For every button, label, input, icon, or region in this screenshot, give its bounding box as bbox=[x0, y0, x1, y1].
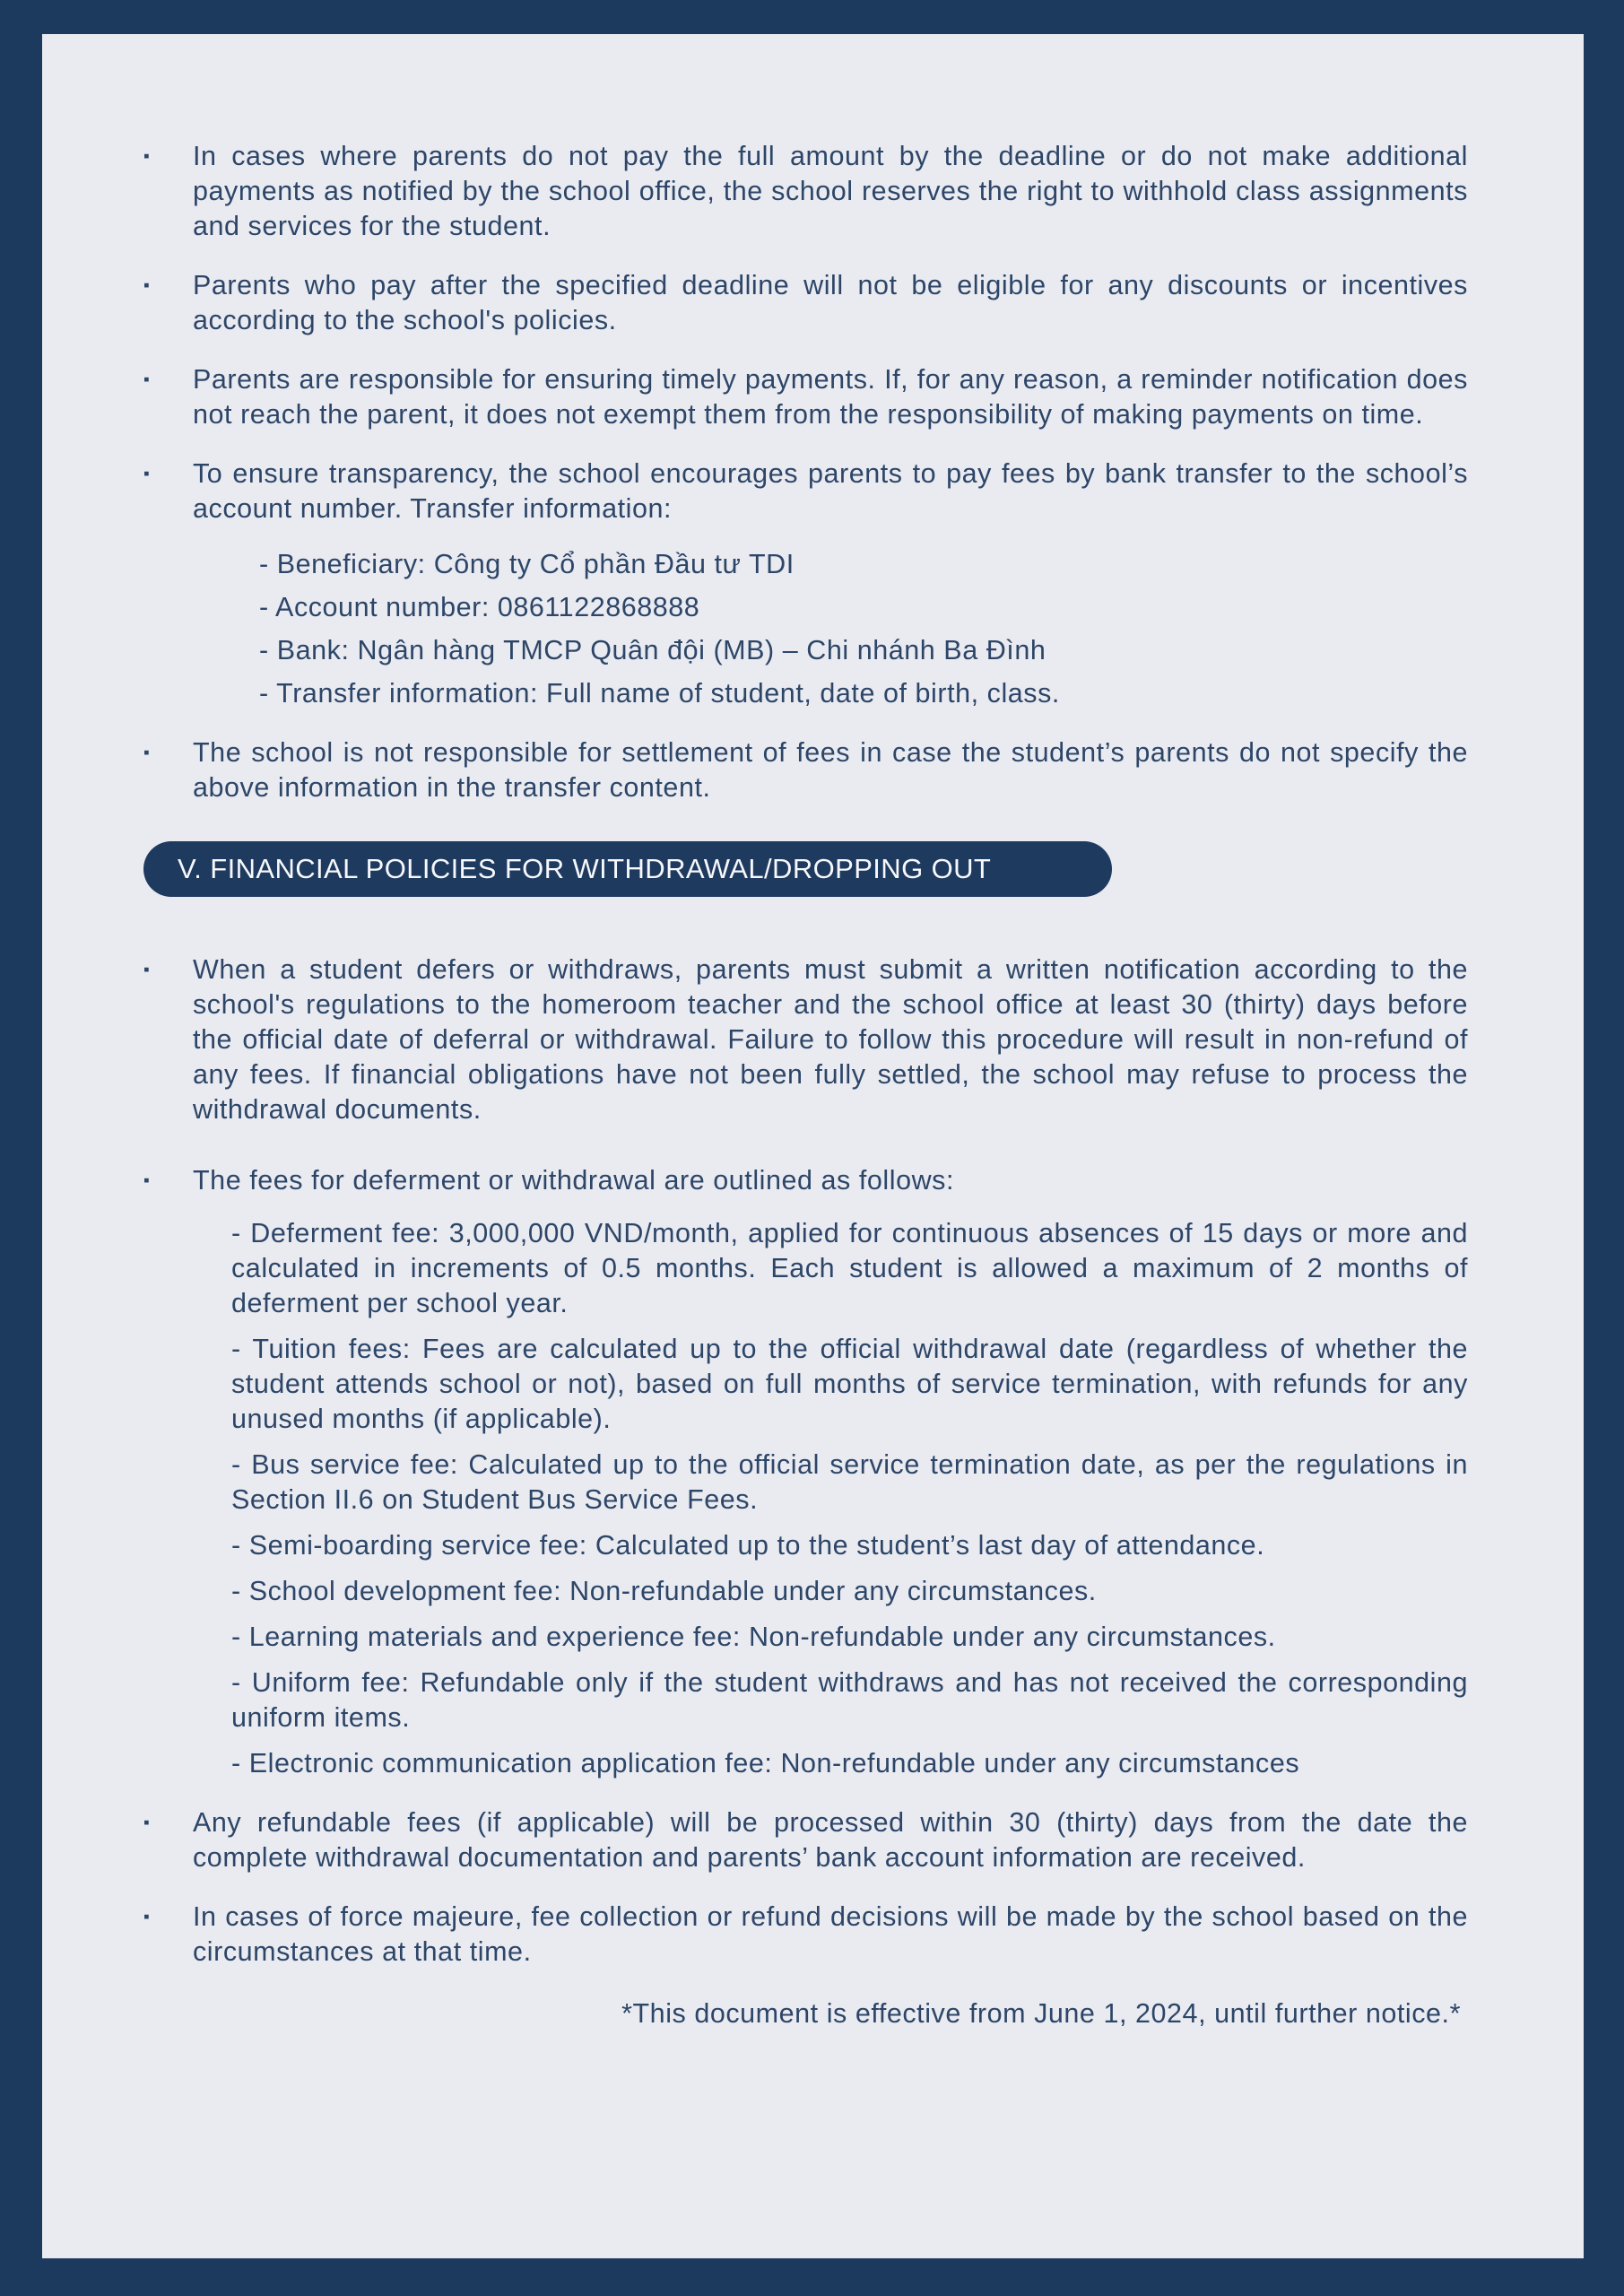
section-v-header-label: V. FINANCIAL POLICIES FOR WITHDRAWAL/DROPPING OUT bbox=[178, 853, 992, 884]
bank-beneficiary: - Beneficiary: Công ty Cổ phần Đầu tư TDI bbox=[259, 549, 795, 579]
square-bullet-icon: ▪ bbox=[143, 276, 151, 295]
payment-policy-bullet bbox=[143, 362, 1468, 432]
square-bullet-icon: ▪ bbox=[143, 961, 151, 979]
document-content bbox=[42, 34, 1584, 2031]
refund-processing-text: Any refundable fees (if applicable) will be processed within 30 (thirty) days from the date the complete withdrawal documentation and parents’ bank account information are received. bbox=[193, 1807, 1468, 1873]
payment-note-text: The school is not responsible for settlement of fees in case the student’s parents do not specify the above information in the transfer content. bbox=[193, 737, 1468, 803]
square-bullet-icon: ▪ bbox=[143, 1813, 151, 1832]
effective-date-note: *This document is effective from June 1, 2024, until further notice.* bbox=[621, 1998, 1461, 2029]
payment-policy-text: Parents are responsible for ensuring timely payments. If, for any reason, a reminder notification does not reach the parent, it does not exempt them from the responsibility of making payments on time. bbox=[193, 364, 1468, 430]
payment-note-bullet bbox=[143, 735, 1468, 805]
withdrawal-fees-intro-text: The fees for deferment or withdrawal are outlined as follows: bbox=[193, 1165, 954, 1196]
square-bullet-icon: ▪ bbox=[143, 147, 151, 166]
refund-processing-bullet bbox=[143, 1805, 1468, 1875]
payment-policy-bullet bbox=[143, 139, 1468, 244]
bus-service-fee-item: - Bus service fee: Calculated up to the official service termination date, as per the regulations in Section II.6 on Student Bus Service Fees. bbox=[231, 1449, 1468, 1515]
withdrawal-fee-items bbox=[231, 1216, 1468, 1781]
uniform-fee-item: - Uniform fee: Refundable only if the student withdraws and has not received the corresponding uniform items. bbox=[231, 1667, 1468, 1733]
payment-policy-text: Parents who pay after the specified deadline will not be eligible for any discounts or incentives according to the school's policies. bbox=[193, 270, 1468, 335]
withdrawal-policy-text: When a student defers or withdraws, parents must submit a written notification according to the school's regulations to the homeroom teacher and the school office at least 30 (thirty) days before the official date of deferral or withdrawal. Failure to follow this procedure will result in non-refund of any fees. If financial obligations have not been fully settled, the school may refuse to process the withdrawal documents. bbox=[193, 954, 1468, 1125]
force-majeure-text: In cases of force majeure, fee collection or refund decisions will be made by the school based on the circumstances at that time. bbox=[193, 1901, 1468, 1967]
payment-policy-bullet bbox=[143, 457, 1468, 526]
force-majeure-bullet bbox=[143, 1900, 1468, 1970]
document-page bbox=[42, 34, 1584, 2258]
bank-transfer-info: - Transfer information: Full name of student, date of birth, class. bbox=[259, 678, 1060, 709]
square-bullet-icon: ▪ bbox=[143, 744, 151, 762]
learning-materials-fee-item: - Learning materials and experience fee: Non-refundable under any circumstances. bbox=[231, 1622, 1276, 1652]
semi-boarding-fee-item: - Semi-boarding service fee: Calculated up to the student’s last day of attendance. bbox=[231, 1530, 1265, 1561]
deferment-fee-item: - Deferment fee: 3,000,000 VND/month, applied for continuous absences of 15 days or more and calculated in increments of 0.5 months. Each student is allowed a maximum of 2 months of deferment per school year. bbox=[231, 1218, 1468, 1318]
bank-name: - Bank: Ngân hàng TMCP Quân đội (MB) – Chi nhánh Ba Đình bbox=[259, 635, 1046, 665]
payment-policy-text: To ensure transparency, the school encourages parents to pay fees by bank transfer to the school’s account number. Transfer information: bbox=[193, 458, 1468, 524]
section-v-header-badge bbox=[143, 841, 1112, 897]
square-bullet-icon: ▪ bbox=[143, 1171, 151, 1190]
payment-policy-text: In cases where parents do not pay the full amount by the deadline or do not make additional payments as notified by the school office, the school reserves the right to withhold class assignments and services for the student. bbox=[193, 141, 1468, 241]
square-bullet-icon: ▪ bbox=[143, 465, 151, 483]
school-development-fee-item: - School development fee: Non-refundable under any circumstances. bbox=[231, 1576, 1097, 1606]
withdrawal-policy-bullet bbox=[143, 952, 1468, 1127]
bank-account-number: - Account number: 0861122868888 bbox=[259, 592, 700, 622]
bank-transfer-details bbox=[259, 547, 1468, 711]
withdrawal-fees-intro-bullet bbox=[143, 1163, 1468, 1198]
square-bullet-icon: ▪ bbox=[143, 370, 151, 389]
electronic-communication-fee-item: - Electronic communication application fee: Non-refundable under any circumstances bbox=[231, 1748, 1300, 1779]
square-bullet-icon: ▪ bbox=[143, 1908, 151, 1926]
tuition-fee-item: - Tuition fees: Fees are calculated up to the official withdrawal date (regardless of whether the student attends school or not), based on full months of service termination, with refunds for any unused months (if applicable). bbox=[231, 1334, 1468, 1434]
payment-policy-bullet bbox=[143, 268, 1468, 338]
